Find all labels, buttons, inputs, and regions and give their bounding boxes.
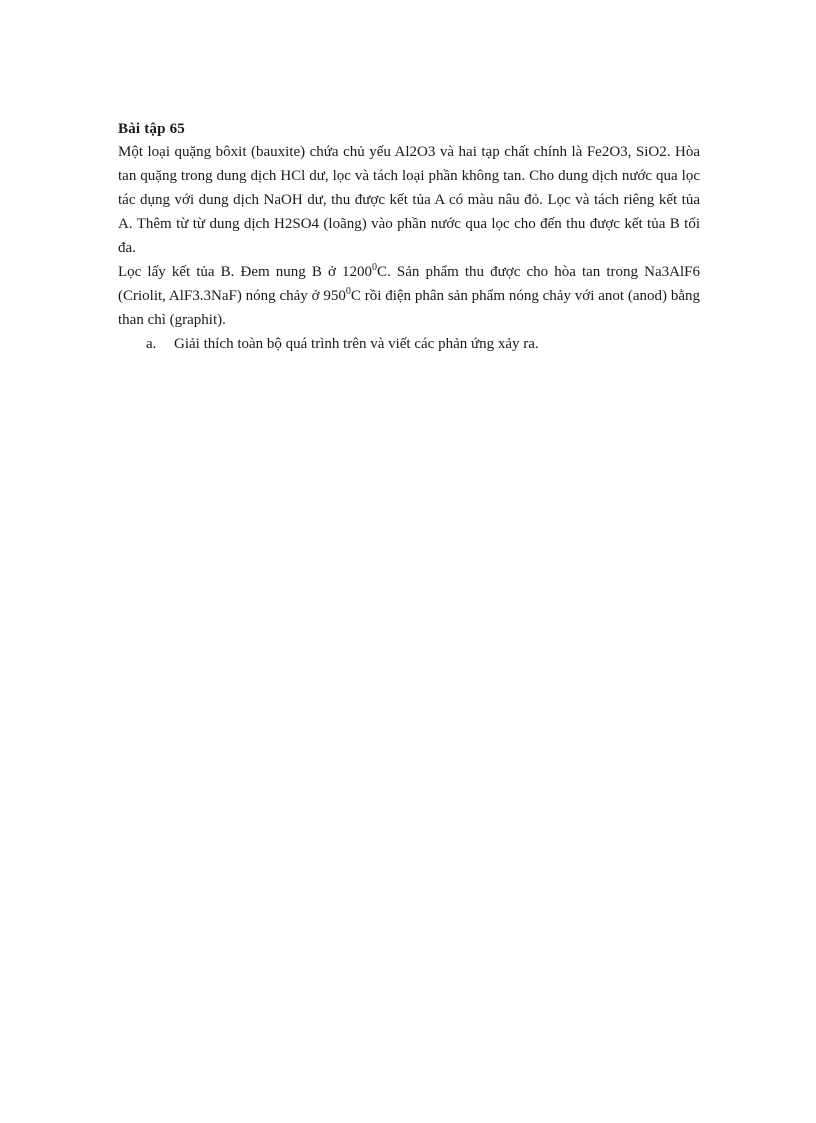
question-list: [118, 332, 700, 356]
document-content: [118, 118, 700, 356]
paragraph-2-part-1: Lọc lấy kết tủa B. Đem nung B ở 1200: [118, 264, 373, 280]
paragraph-2: [118, 260, 700, 332]
paragraph-2-part-3: C rồi điện phân sản phẩm nóng chảy với anot (anod) bằng than chì (graphit).: [118, 288, 700, 328]
paragraph-1: Một loại quặng bôxit (bauxite) chứa chủ yếu Al2O3 và hai tạp chất chính là Fe2O3, SiO2. Hòa tan quặng trong dung dịch HCl dư, lọc và tách loại phần không tan. Cho dung dịch nước qua lọc tác dụng với dung dịch NaOH dư, thu được kết tủa A có màu nâu đỏ. Lọc và tách riêng kết tủa A. Thêm từ từ dung dịch H2SO4 (loãng) vào phần nước qua lọc cho đến thu được kết tủa B tối đa.: [118, 144, 700, 256]
list-item-marker: a.: [146, 336, 157, 352]
exercise-title: Bài tập 65: [118, 121, 186, 137]
list-item: [118, 332, 700, 356]
list-item-text: Giải thích toàn bộ quá trình trên và viết các phản ứng xảy ra.: [174, 336, 539, 352]
paragraph-2-part-2: C. Sản phẩm thu được cho hòa tan trong Na3AlF6 (Criolit, AlF3.3NaF) nóng chảy ở 950: [118, 264, 700, 304]
degree-superscript-2: 0: [345, 286, 351, 297]
degree-superscript-1: 0: [372, 262, 378, 273]
